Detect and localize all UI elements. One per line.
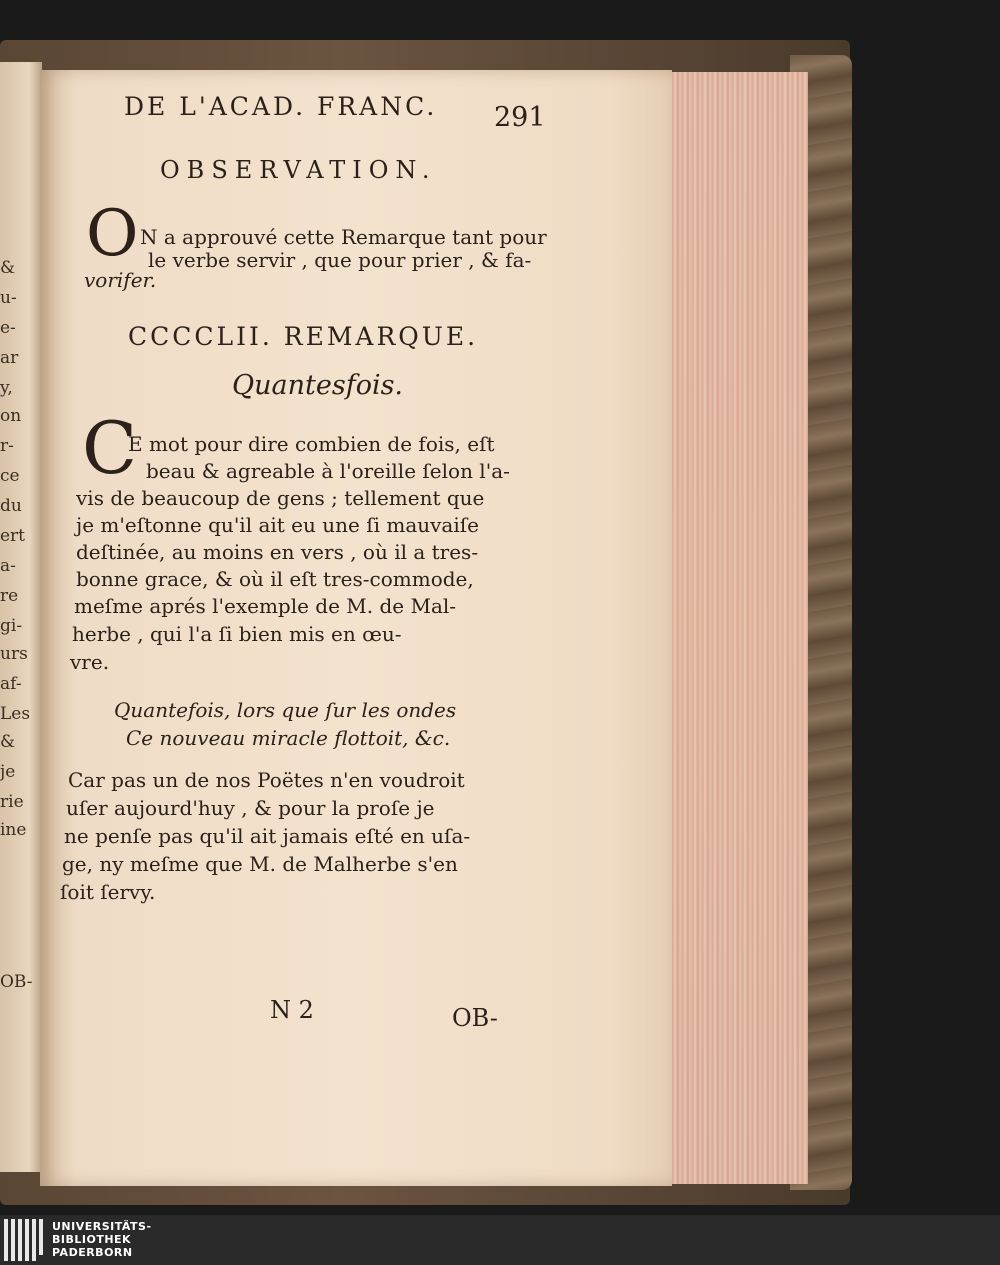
previous-page-strip	[0, 62, 42, 1172]
left-fragment: ert	[0, 526, 26, 546]
observation-drop-cap: O	[86, 197, 139, 271]
closing-line: ge, ny meſme que M. de Malherbe s'en	[62, 852, 458, 876]
remarque-subtitle: Quantesfois.	[232, 370, 404, 401]
left-fragment: y,	[0, 378, 13, 398]
running-head: DE L'ACAD. FRANC.	[124, 92, 438, 121]
left-fragment: ce	[0, 466, 20, 486]
left-fragment: re	[0, 586, 19, 606]
left-fragment: &	[0, 732, 16, 752]
left-fragment: ine	[0, 820, 27, 840]
catchword: OB-	[452, 1004, 498, 1032]
library-footer	[0, 1215, 1000, 1265]
body-line: E mot pour dire combien de fois, eſt	[128, 432, 495, 456]
body-line: beau & agreable à l'oreille ſelon l'a-	[146, 459, 510, 483]
left-fragment: u-	[0, 288, 17, 308]
body-line: vis de beaucoup de gens ; tellement que	[76, 486, 485, 510]
left-fragment: du	[0, 496, 22, 516]
left-fragment: je	[0, 762, 16, 782]
quote-line: Ce nouveau miracle flottoit, &c.	[126, 726, 451, 750]
left-fragment: r-	[0, 436, 14, 456]
left-fragment: urs	[0, 644, 28, 664]
body-line: bonne grace, & où il eſt tres-commode,	[76, 567, 474, 591]
left-fragment: gi-	[0, 616, 23, 636]
remarque-title: CCCCLII. REMARQUE.	[128, 322, 479, 351]
library-logo-text	[52, 1220, 152, 1259]
body-line: vre.	[70, 650, 110, 674]
closing-line: ne penſe pas qu'il ait jamais eſté en uſa-	[64, 824, 471, 848]
quote-line: Quantefois, lors que ſur les ondes	[114, 698, 457, 722]
page-number: 291	[494, 102, 546, 133]
left-fragment: a-	[0, 556, 16, 576]
library-logo-icon	[4, 1219, 44, 1261]
left-fragment: e-	[0, 318, 16, 338]
left-fragment: Les	[0, 704, 31, 724]
logo-line: UNIVERSITÄTS-	[52, 1220, 152, 1233]
left-fragment: af-	[0, 674, 22, 694]
body-line: meſme aprés l'exemple de M. de Mal-	[74, 594, 457, 618]
body-line: deſtinée, au moins en vers , où il a tres-	[76, 540, 479, 564]
body-line: herbe , qui l'a ſi bien mis en œu-	[72, 622, 402, 646]
observation-line: N a approuvé cette Remarque tant pour	[140, 225, 547, 249]
observation-line: vorifer.	[84, 268, 157, 292]
logo-line: BIBLIOTHEK	[52, 1233, 132, 1246]
closing-line: uſer aujourd'huy , & pour la proſe je	[66, 796, 435, 820]
left-fragment: on	[0, 406, 22, 426]
left-fragment: rie	[0, 792, 24, 812]
left-fragment: &	[0, 258, 16, 278]
signature-mark: N 2	[270, 996, 314, 1024]
closing-line: ſoit ſervy.	[60, 880, 156, 904]
observation-title: OBSERVATION.	[160, 156, 437, 184]
observation-line: le verbe servir , que pour prier , & fa-	[148, 248, 532, 272]
body-line: je m'eſtonne qu'il ait eu une ſi mauvaiſe	[76, 513, 479, 537]
left-fragment: ar	[0, 348, 19, 368]
body-drop-cap: C	[82, 406, 138, 490]
logo-line: PADERBORN	[52, 1246, 133, 1259]
closing-line: Car pas un de nos Poëtes n'en voudroit	[68, 768, 465, 792]
left-fragment: OB-	[0, 972, 33, 992]
